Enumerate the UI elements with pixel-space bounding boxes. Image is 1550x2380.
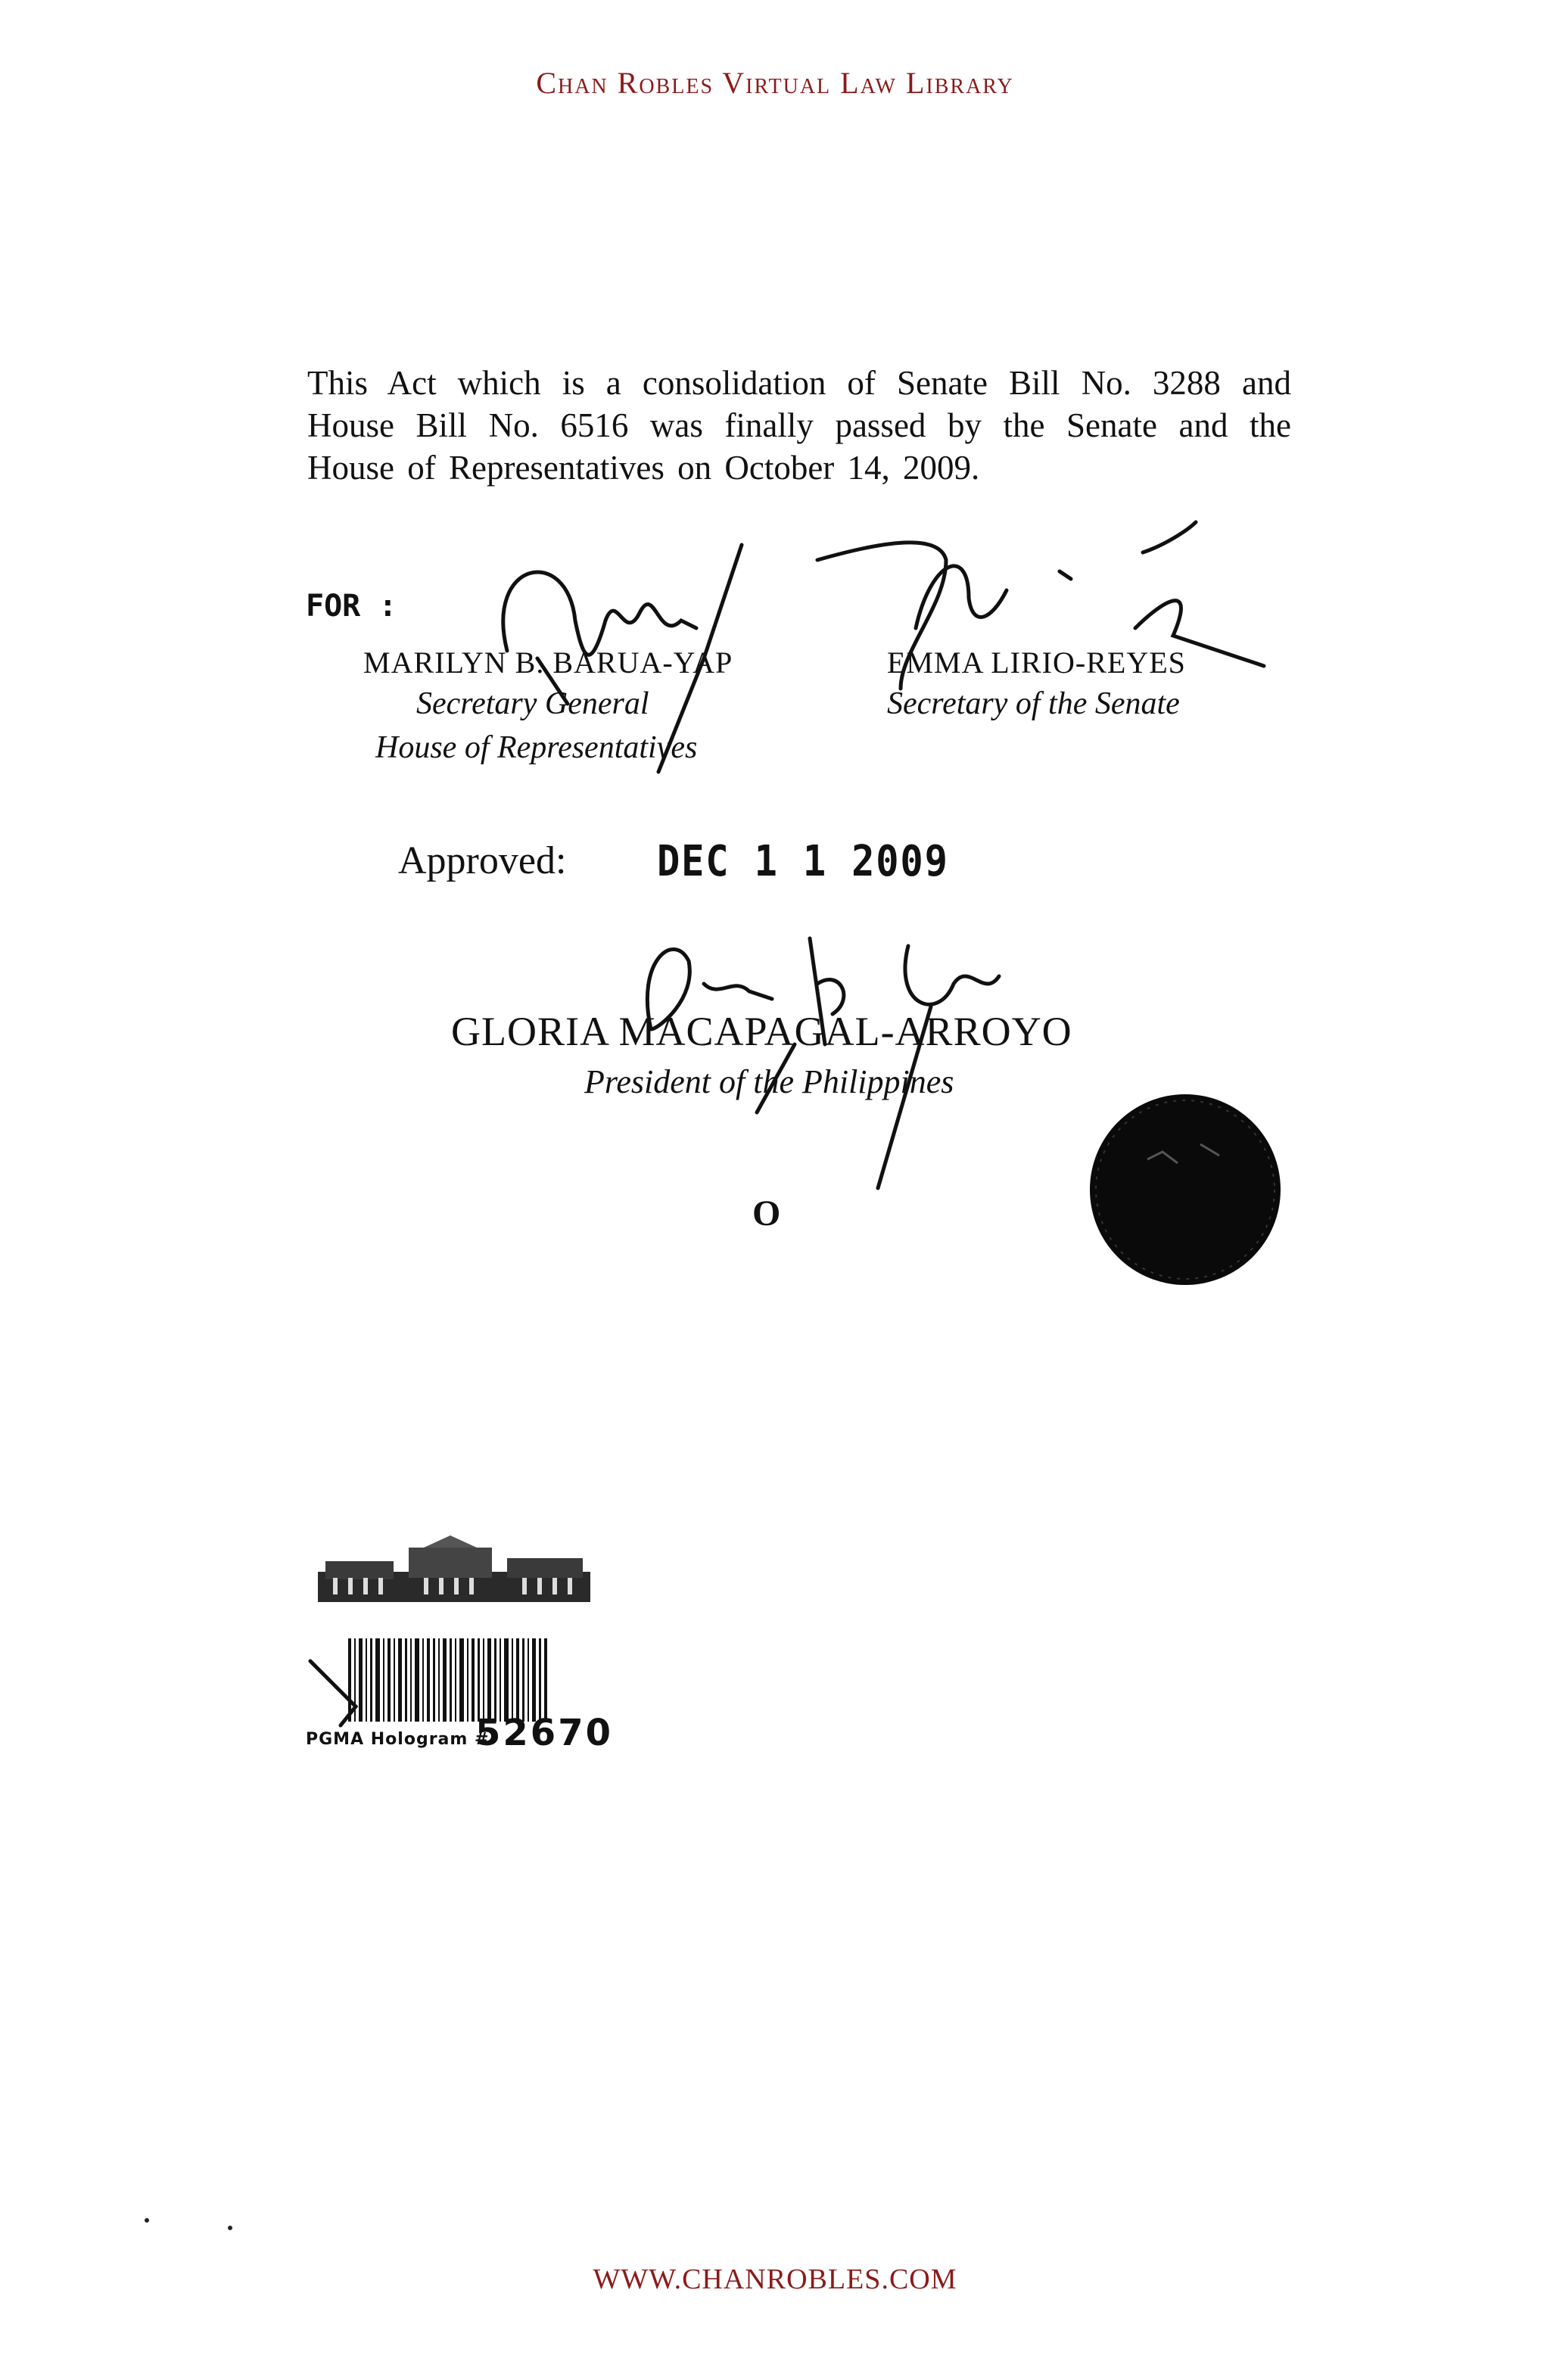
senate-secretary-title: Secretary of the Senate [887, 686, 1180, 721]
act-paragraph: This Act which is a consolidation of Senate Bill No. 3288 and House Bill No. 6516 was finally passed by the Senate and the House of Representatives on October 14, 2009. [307, 364, 1291, 487]
for-label: FOR : [306, 589, 397, 624]
scan-speck-icon [141, 2214, 247, 2237]
president-name: GLORIA MACAPAGAL-ARROYO [451, 1009, 1072, 1054]
house-secretary-name: MARILYN B. BARUA-YAP [363, 646, 733, 680]
end-mark: O [752, 1193, 781, 1234]
approval-date-stamp: DEC 1 1 2009 [657, 837, 949, 886]
malacanang-palace-engraving-icon [318, 1532, 590, 1608]
president-title: President of the Philippines [584, 1063, 954, 1100]
footer-website: WWW.CHANROBLES.COM [593, 2263, 957, 2295]
house-secretary-office: House of Representatives [375, 730, 698, 765]
approved-label: Approved: [398, 839, 567, 882]
hologram-label: PGMA Hologram # [306, 1730, 490, 1749]
hologram-number: 52670 [475, 1712, 613, 1754]
library-header: Chan Robles Virtual Law Library [536, 66, 1014, 100]
senate-secretary-name: EMMA LIRIO-REYES [887, 646, 1186, 680]
official-seal-icon [1087, 1091, 1284, 1288]
house-secretary-title: Secretary General [416, 686, 649, 721]
